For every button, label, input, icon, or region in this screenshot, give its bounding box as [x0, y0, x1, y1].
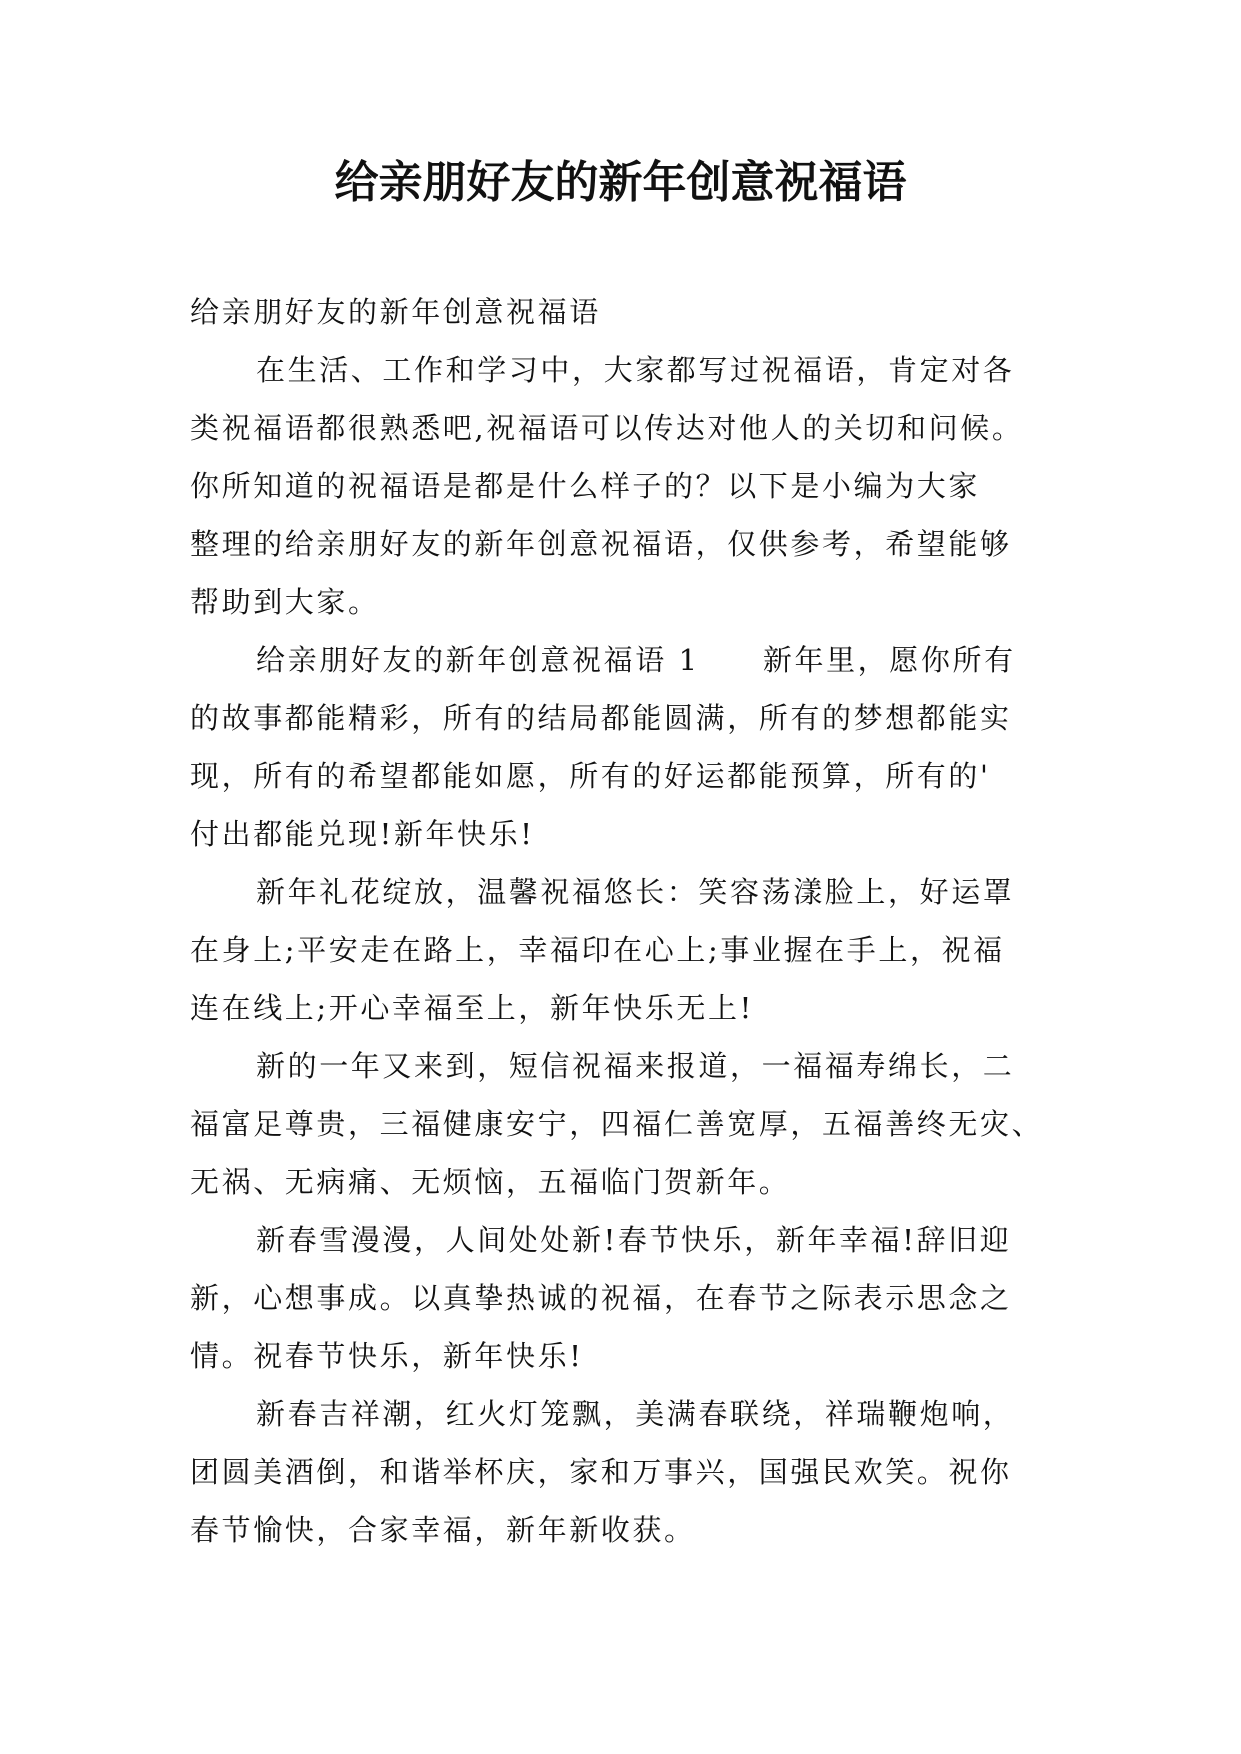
- body-line: 给亲朋好友的新年创意祝福语: [190, 295, 601, 329]
- body-line: 新春吉祥潮，红火灯笼飘，美满春联绕，祥瑞鞭炮响，: [256, 1397, 1015, 1431]
- body-line: 新的一年又来到，短信祝福来报道，一福福寿绵长，二: [256, 1049, 1015, 1083]
- body-line: 你所知道的祝福语是都是什么样子的？以下是小编为大家: [190, 469, 981, 503]
- body-line: 团圆美酒倒，和谐举杯庆，家和万事兴，国强民欢笑。祝你: [190, 1455, 1012, 1489]
- body-line: 新春雪漫漫，人间处处新!春节快乐，新年幸福!辞旧迎: [256, 1223, 1012, 1257]
- body-line: 给亲朋好友的新年创意祝福语 1 新年里，愿你所有: [256, 643, 1016, 677]
- body-line: 无祸、无病痛、无烦恼，五福临门贺新年。: [190, 1165, 791, 1199]
- body-line: 情。祝春节快乐，新年快乐!: [190, 1339, 584, 1373]
- body-line: 连在线上;开心幸福至上，新年快乐无上!: [190, 991, 754, 1025]
- body-line: 类祝福语都很熟悉吧,祝福语可以传达对他人的关切和问候。: [190, 411, 1024, 445]
- body-line: 福富足尊贵，三福健康安宁，四福仁善宽厚，五福善终无灾、: [190, 1107, 1044, 1141]
- body-line: 新，心想事成。以真挚热诚的祝福，在春节之际表示思念之: [190, 1281, 1012, 1315]
- body-line: 在生活、工作和学习中，大家都写过祝福语，肯定对各: [256, 353, 1015, 387]
- document-body: [190, 283, 1070, 1559]
- body-line: 新年礼花绽放，温馨祝福悠长：笑容荡漾脸上，好运罩: [256, 875, 1015, 909]
- body-line: 付出都能兑现!新年快乐!: [190, 817, 535, 851]
- body-line: 帮助到大家。: [190, 585, 380, 619]
- document-title: 给亲朋好友的新年创意祝福语: [334, 157, 907, 208]
- body-line: 在身上;平安走在路上，幸福印在心上;事业握在手上，祝福: [190, 933, 1005, 967]
- body-line: 整理的给亲朋好友的新年创意祝福语，仅供参考，希望能够: [190, 527, 1012, 561]
- body-line: 春节愉快，合家幸福，新年新收获。: [190, 1513, 696, 1547]
- body-line: 的故事都能精彩，所有的结局都能圆满，所有的梦想都能实: [190, 701, 1012, 735]
- body-line: 现，所有的希望都能如愿，所有的好运都能预算，所有的': [190, 759, 991, 793]
